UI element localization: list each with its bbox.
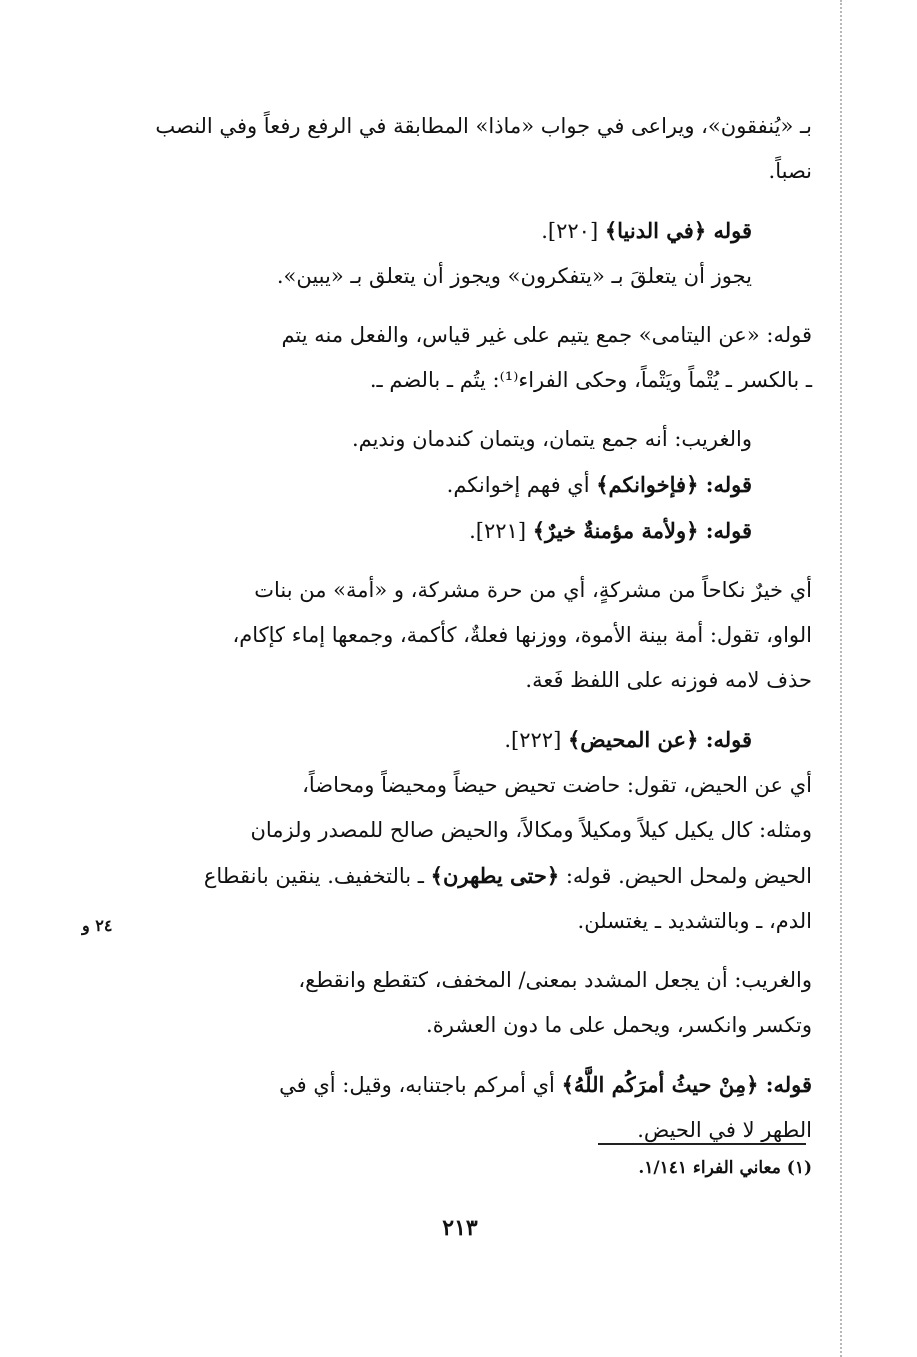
quote-221	[120, 508, 812, 554]
text-line: الواو، تقول: أمة بينة الأموة، ووزنها فعلةٌ، كأكمة، وجمعها إماء كإكام،	[232, 623, 812, 647]
verse-ref: [٢٢٢].	[504, 728, 568, 752]
text-fragment: الحيض ولمحل الحيض. قوله:	[559, 864, 812, 888]
text-line	[120, 853, 812, 899]
text-line: وتكسر وانكسر، ويحمل على ما دون العشرة.	[426, 1013, 812, 1037]
text-fragment: ـ بالتخفيف. ينقين بانقطاع	[203, 864, 431, 888]
text-line: والغريب: أنه جمع يتمان، ويتمان كندمان ونديم.	[351, 427, 752, 451]
page-number: ٢١٣	[442, 1215, 478, 1241]
ayah-wa-la-amatun: ﴿ولأمة مؤمنةٌ خيرٌ﴾	[532, 518, 699, 543]
quote-label: قوله:	[758, 1072, 812, 1097]
footnote: (١) معاني الفراء ١/١٤١.	[638, 1158, 812, 1178]
footnote-divider	[598, 1143, 806, 1145]
text-line: الطهر لا في الحيض.	[637, 1118, 812, 1142]
verse-ref: [٢٢٠].	[541, 219, 605, 243]
quote-label: قوله:	[698, 727, 752, 752]
quote-220	[120, 208, 812, 254]
verse-ref: [٢٢١].	[469, 519, 533, 543]
paragraph-amah	[120, 568, 812, 703]
text-line: نصباً.	[768, 159, 812, 183]
ayah-min-haythu-amarakum: ﴿مِنْ حيثُ أمرَكُم اللَّهُ﴾	[561, 1072, 759, 1097]
ayah-fi-al-dunya: ﴿في الدنيا﴾	[604, 218, 707, 243]
text-line: أي عن الحيض، تقول: حاضت تحيض حيضاً ومحيضاً ومحاضاً،	[302, 773, 812, 797]
paragraph-yunfiqun	[120, 104, 812, 194]
paragraph-yatama	[120, 313, 812, 403]
ayah-hatta-yatharna: ﴿حتى يطهرن﴾	[430, 863, 560, 888]
page-binding-edge	[840, 0, 842, 1357]
main-text	[120, 104, 812, 1153]
paragraph-gharib-yatman	[120, 417, 812, 462]
quote-min-haythu	[120, 1062, 812, 1153]
text-line: والغريب: أن يجعل المشدد بمعنى/ المخفف، كتقطع وانقطع،	[298, 968, 812, 992]
quote-ikhwanukum	[120, 462, 812, 508]
text-line	[120, 1062, 812, 1108]
quote-label: قوله:	[698, 518, 752, 543]
text-line: يجوز أن يتعلقَ بـ «يتفكرون» ويجوز أن يتعلق بـ «يبين».	[276, 264, 752, 288]
margin-folio-note: ٢٤ و	[82, 916, 113, 935]
text-line: حذف لامه فوزنه على اللفظ فَعة.	[525, 668, 812, 692]
quote-label: قوله	[706, 218, 752, 243]
quote-label: قوله:	[698, 472, 752, 497]
text-line: بـ «يُنفقون»، ويراعى في جواب «ماذا» المطابقة في الرفع رفعاً وفي النصب	[155, 114, 812, 138]
text-line: أي خيرٌ نكاحاً من مشركةٍ، أي من حرة مشركة، و «أمة» من بنات	[254, 578, 812, 602]
quote-222	[120, 717, 812, 763]
quote-gloss: أي فهم إخوانكم.	[446, 473, 597, 497]
text-line: ـ بالكسر ـ يُتْماً ويَتْماً، وحكى الفراء⁽¹⁾: يتُم ـ بالضم ـ.	[369, 368, 812, 392]
ayah-an-al-mahid: ﴿عن المحيض﴾	[567, 727, 699, 752]
paragraph-gharib-mushaddad	[120, 958, 812, 1048]
paragraph-hayd	[120, 763, 812, 944]
quote-gloss: أي أمركم باجتنابه، وقيل: أي في	[279, 1073, 562, 1097]
text-line: قوله: «عن اليتامى» جمع يتيم على غير قياس، والفعل منه يتم	[281, 323, 812, 347]
ayah-fa-ikhwanukum: ﴿فإخوانكم﴾	[596, 472, 699, 497]
paragraph-yatafakkarun	[120, 254, 812, 299]
text-line: الدم، ـ وبالتشديد ـ يغتسلن.	[577, 909, 812, 933]
text-line: ومثله: كال يكيل كيلاً ومكيلاً ومكالاً، والحيض صالح للمصدر ولزمان	[250, 818, 812, 842]
